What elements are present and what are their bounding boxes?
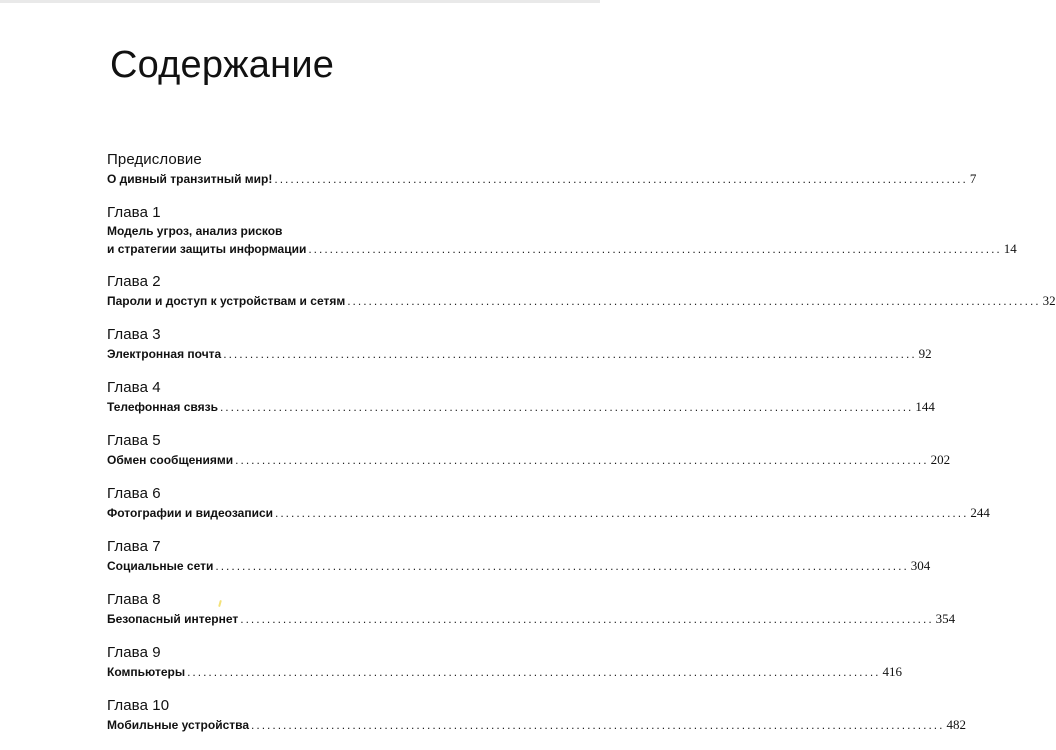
dot-leader: ..................................................................................................................................: [275, 506, 969, 520]
table-of-contents: [107, 150, 1056, 749]
toc-page-number: 92: [918, 346, 932, 361]
toc-heading: Глава 4: [107, 379, 161, 396]
toc-entry[interactable]: [107, 398, 935, 416]
toc-entry-title: О дивный транзитный мир!: [107, 172, 273, 186]
toc-page-number: 202: [930, 452, 951, 467]
toc-entry-title: Социальные сети: [107, 559, 214, 573]
dot-leader: ..................................................................................................................................: [274, 172, 968, 186]
dot-leader: ..................................................................................................................................: [251, 718, 945, 732]
dot-leader: ..................................................................................................................................: [215, 559, 909, 573]
toc-entry[interactable]: [107, 292, 1056, 310]
toc-heading: Глава 1: [107, 204, 161, 221]
dot-leader: ..................................................................................................................................: [187, 665, 881, 679]
toc-entry-title: Мобильные устройства: [107, 718, 250, 732]
toc-entry[interactable]: [107, 170, 977, 188]
dot-leader: ..................................................................................................................................: [235, 453, 929, 467]
toc-heading: Глава 8: [107, 591, 161, 608]
toc-page-number: 416: [882, 664, 902, 679]
page-top-edge: [0, 0, 600, 3]
toc-entry[interactable]: [107, 610, 956, 628]
toc-section-chapter-6: [107, 484, 990, 522]
toc-heading: Глава 6: [107, 485, 161, 502]
toc-entry-title: Компьютеры: [107, 665, 186, 679]
toc-section-preface: [107, 150, 977, 188]
dot-leader: ..................................................................................................................................: [308, 242, 1002, 256]
toc-section-chapter-8: [107, 590, 956, 628]
toc-section-chapter-1: [107, 203, 1017, 258]
toc-entry-title: Телефонная связь: [107, 400, 218, 414]
toc-entry-title: и стратегии защиты информации: [107, 242, 307, 256]
toc-page-number: 32: [1042, 293, 1056, 308]
dot-leader: ..................................................................................................................................: [223, 347, 917, 361]
toc-page-number: 144: [915, 399, 935, 414]
page-title: Содержание: [110, 44, 335, 86]
toc-section-chapter-2: [107, 272, 1056, 310]
dot-leader: ..................................................................................................................................: [240, 612, 934, 626]
toc-section-chapter-7: [107, 537, 931, 575]
toc-heading: Глава 2: [107, 273, 161, 290]
toc-entry[interactable]: [107, 557, 931, 575]
toc-heading: Глава 9: [107, 644, 161, 661]
toc-heading: Глава 5: [107, 432, 161, 449]
toc-entry[interactable]: [107, 451, 951, 469]
toc-entry-title: Обмен сообщениями: [107, 453, 234, 467]
toc-entry[interactable]: [107, 345, 932, 363]
toc-entry-title: Пароли и доступ к устройствам и сетям: [107, 294, 346, 308]
toc-page-number: 482: [946, 717, 966, 732]
toc-entry[interactable]: [107, 663, 902, 681]
toc-page-number: 244: [970, 505, 990, 520]
toc-section-chapter-4: [107, 378, 935, 416]
toc-page-number: 7: [969, 171, 977, 186]
toc-section-chapter-9: [107, 643, 902, 681]
toc-entry[interactable]: [107, 504, 990, 522]
toc-heading: Глава 7: [107, 538, 161, 555]
toc-entry-title: Безопасный интернет: [107, 612, 239, 626]
toc-entry-title-line[interactable]: Модель угроз, анализ рисков: [107, 224, 283, 238]
toc-page-number: 14: [1003, 241, 1017, 256]
dot-leader: ..................................................................................................................................: [219, 400, 914, 414]
toc-section-chapter-5: [107, 431, 951, 469]
toc-entry[interactable]: [107, 240, 1017, 258]
dot-leader: ..................................................................................................................................: [347, 294, 1041, 308]
toc-entry-title: Фотографии и видеозаписи: [107, 506, 273, 520]
toc-page-number: 354: [935, 611, 956, 626]
toc-entry-title: Электронная почта: [107, 347, 222, 361]
toc-entry[interactable]: [107, 716, 966, 734]
toc-section-chapter-10: [107, 696, 966, 734]
toc-heading: Глава 10: [107, 697, 170, 714]
toc-page-number: 304: [910, 558, 931, 573]
toc-section-chapter-3: [107, 325, 932, 363]
toc-heading: Глава 3: [107, 326, 161, 343]
toc-heading: Предисловие: [107, 151, 202, 168]
